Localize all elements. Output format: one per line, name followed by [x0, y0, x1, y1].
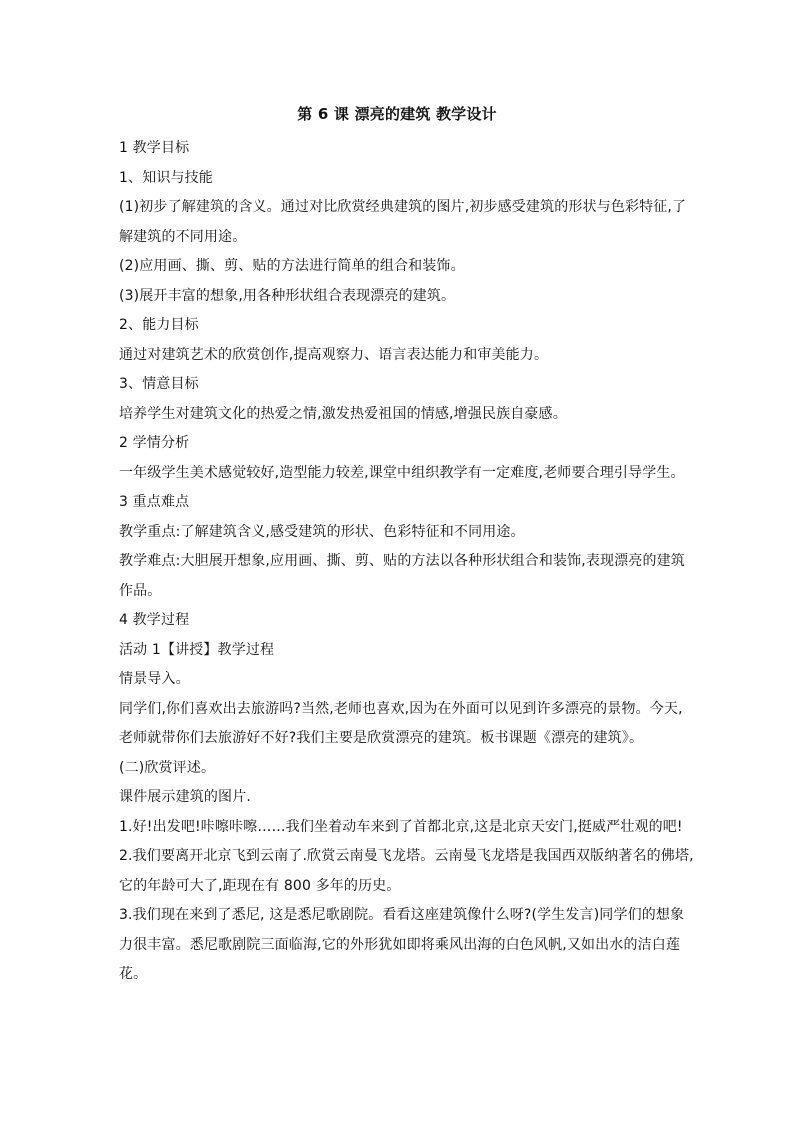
paragraph-line: (二)欣赏评述。 [119, 759, 216, 776]
subheading-knowledge-skills: 1、知识与技能 [119, 169, 213, 186]
paragraph-line: (2)应用画、撕、剪、贴的方法进行简单的组合和装饰。 [119, 258, 465, 274]
subheading-emotion-goals: 3、情意目标 [119, 376, 199, 392]
paragraph-line: 2.我们要离开北京飞到云南了.欣赏云南曼飞龙塔。云南曼飞龙塔是我国西双版纳著名的佛塔, [119, 848, 694, 864]
subheading-ability-goals: 2、能力目标 [119, 317, 199, 333]
paragraph-line: 解建筑的不同用途。 [119, 228, 247, 245]
paragraph-line: 情景导入。 [119, 671, 190, 687]
paragraph-line: 课件展示建筑的图片. [119, 789, 251, 805]
section-heading-key-points: 3 重点难点 [119, 494, 190, 510]
paragraph-line: (3)展开丰富的想象,用各种形状组合表现漂亮的建筑。 [119, 287, 456, 304]
paragraph-line: 通过对建筑艺术的欣赏创作,提高观察力、语言表达能力和审美能力。 [119, 346, 549, 363]
paragraph-line: 同学们,你们喜欢出去旅游吗?当然,老师也喜欢,因为在外面可以见到许多漂亮的景物。今天, [119, 700, 683, 717]
document-body [119, 134, 694, 990]
paragraph-line: 力很丰富。悉尼歌剧院三面临海,它的外形犹如即将乘风出海的白色风帆,又如出水的洁白莲 [119, 936, 681, 953]
paragraph-line: 教学难点:大胆展开想象,应用画、撕、剪、贴的方法以各种形状组合和装饰,表现漂亮的建筑 [119, 553, 685, 569]
paragraph-line: 培养学生对建筑文化的热爱之情,激发热爱祖国的情感,增强民族自豪感。 [119, 405, 567, 422]
paragraph-line: 1.好!出发吧!咔嚓咔嚓……我们坐着动车来到了首都北京,这是北京天安门,挺威严壮观的吧! [119, 818, 683, 835]
paragraph-line: 老师就带你们去旅游好不好?我们主要是欣赏漂亮的建筑。板书课题《漂亮的建筑》。 [119, 730, 644, 746]
paragraph-line: 作品。 [119, 582, 162, 599]
paragraph-line: 它的年龄可大了,距现在有 800 多年的历史。 [119, 877, 401, 894]
paragraph-line: 花。 [119, 966, 148, 982]
section-heading-process: 4 教学过程 [119, 612, 190, 628]
section-heading-objectives: 1 教学目标 [119, 140, 190, 156]
page-title: 第 6 课 漂亮的建筑 教学设计 [297, 105, 497, 123]
section-heading-analysis: 2 学情分析 [119, 435, 190, 451]
paragraph-line: 一年级学生美术感觉较好,造型能力较差,课堂中组织教学有一定难度,老师要合理引导学生。 [119, 464, 685, 481]
paragraph-line: (1)初步了解建筑的含义。通过对比欣赏经典建筑的图片,初步感受建筑的形状与色彩特征,了 [119, 199, 687, 215]
paragraph-line: 3.我们现在来到了悉尼, 这是悉尼歌剧院。看看这座建筑像什么呀?(学生发言)同学们的想象 [119, 907, 685, 923]
paragraph-line: 教学重点:了解建筑含义,感受建筑的形状、色彩特征和不同用途。 [119, 523, 525, 540]
activity-heading: 活动 1【讲授】教学过程 [119, 641, 275, 658]
